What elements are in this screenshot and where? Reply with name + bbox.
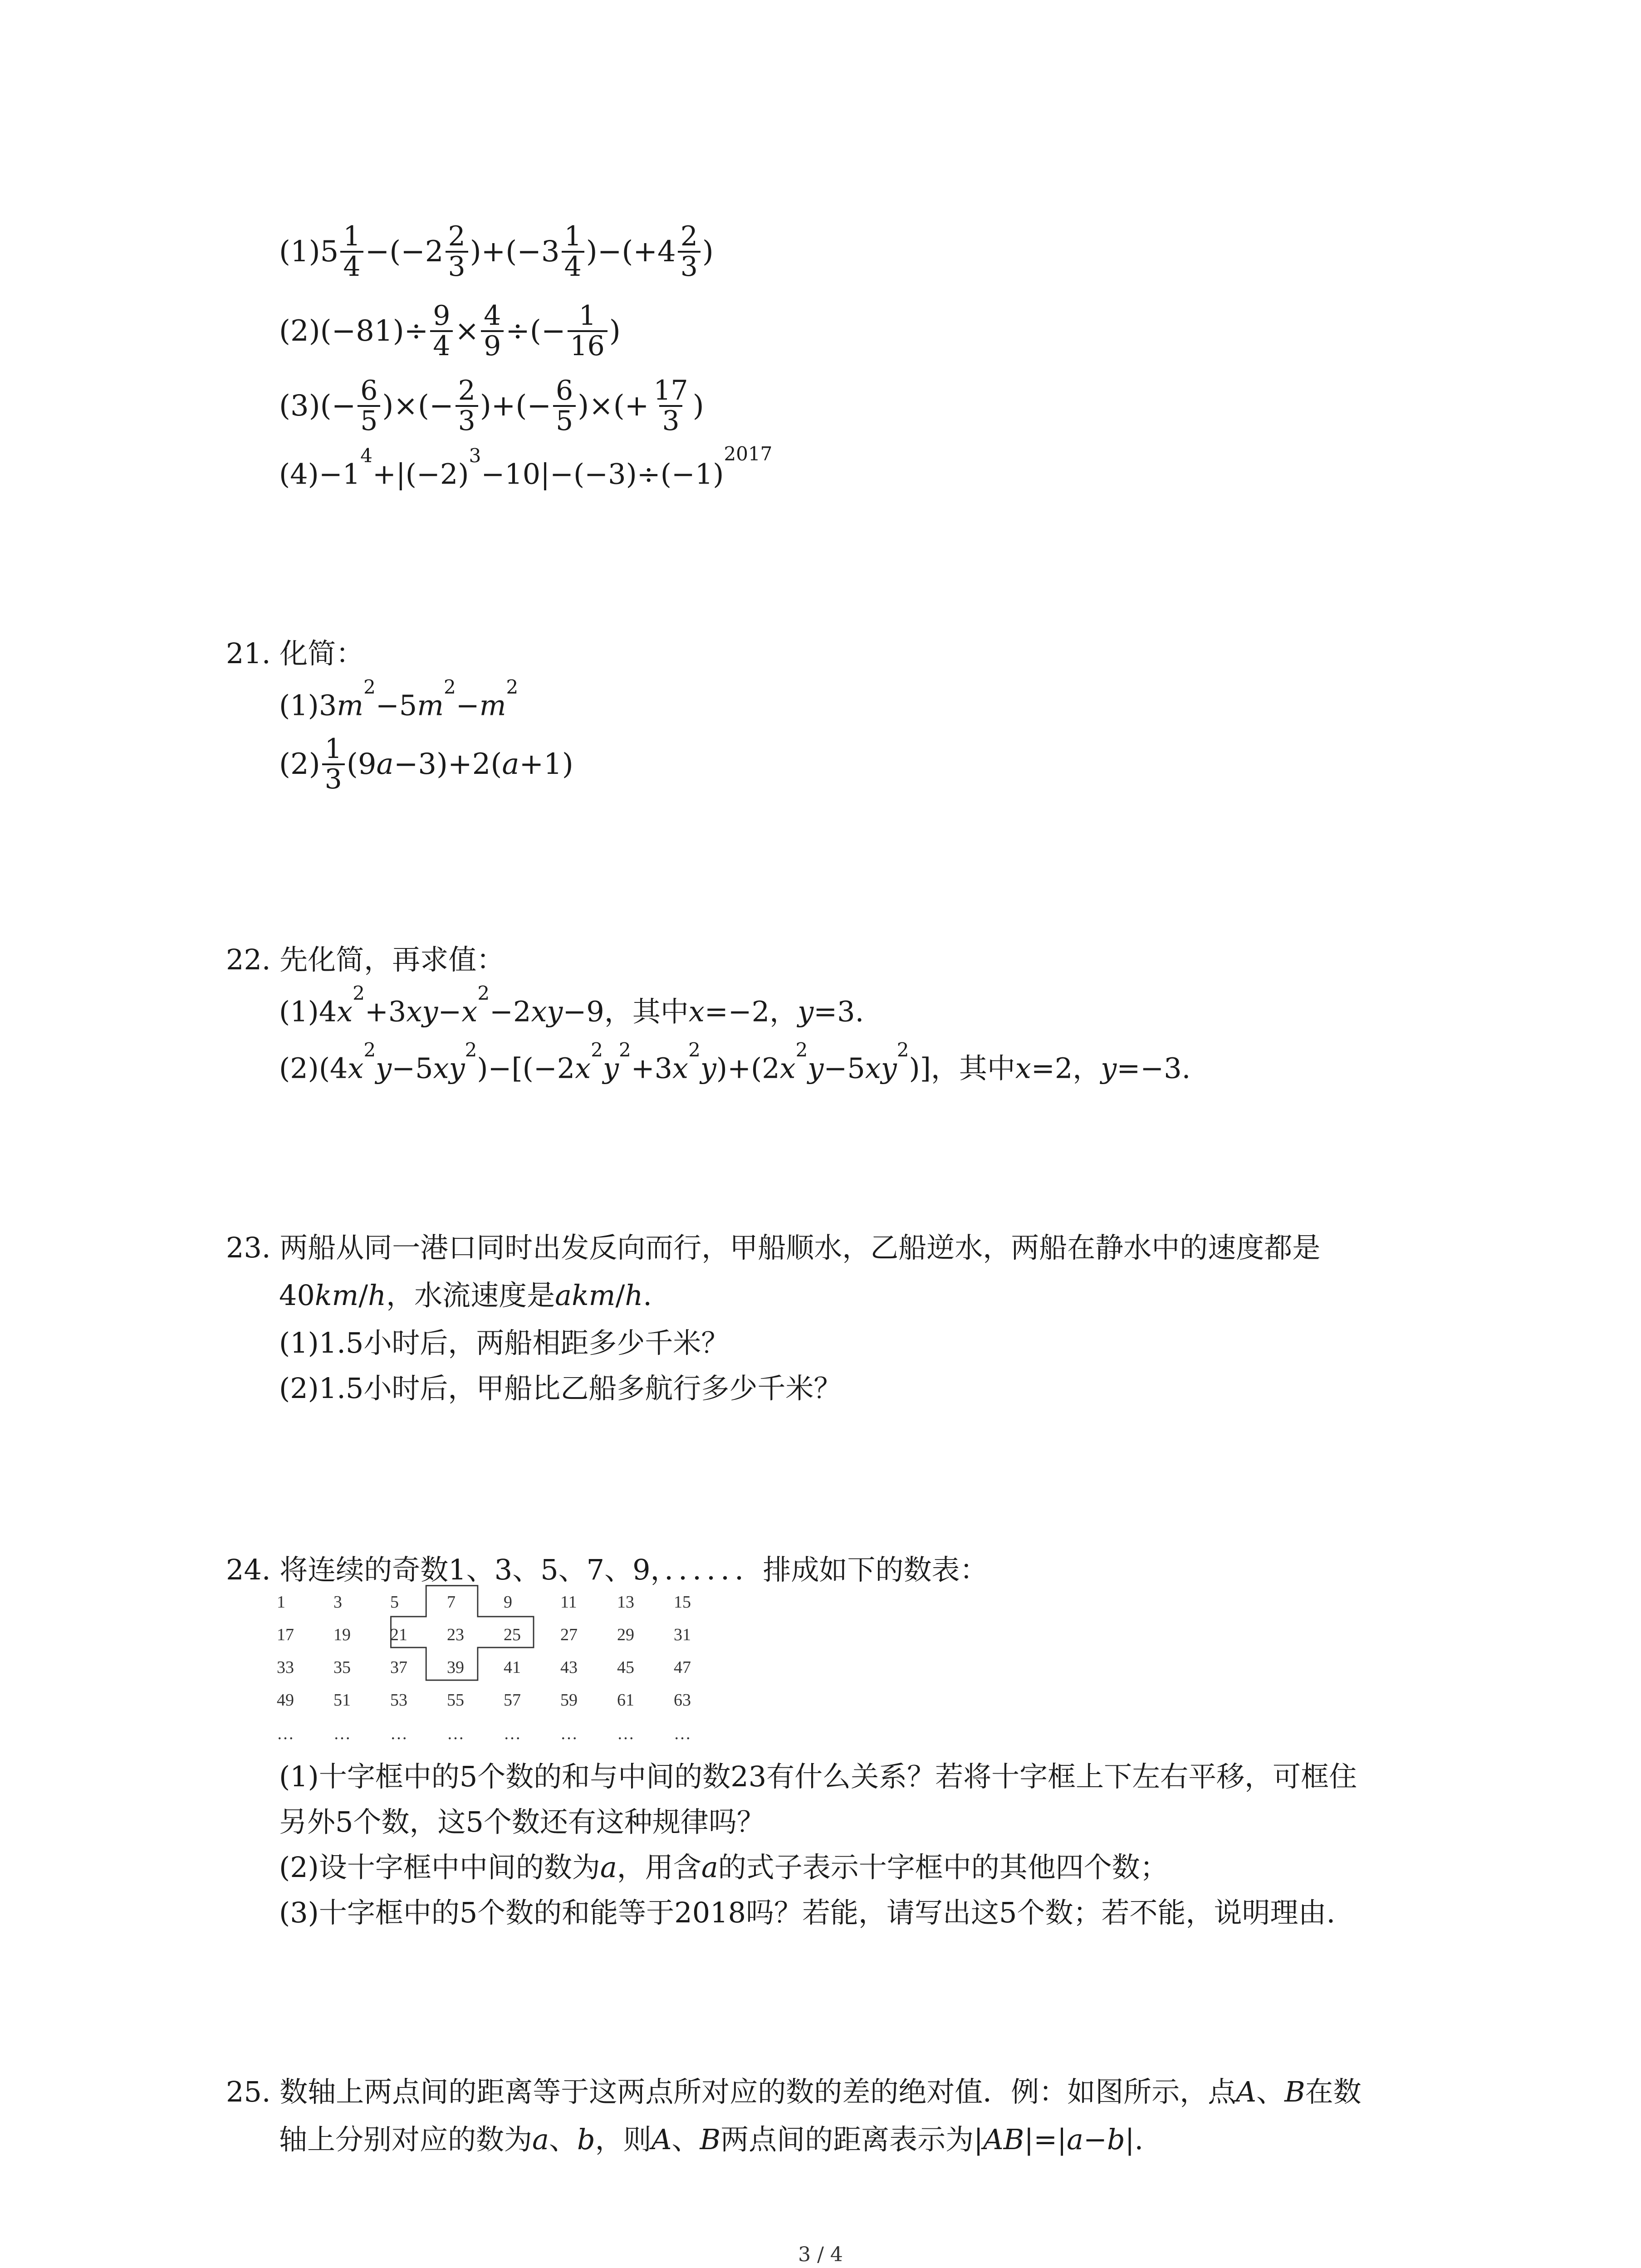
q21-part2: (2) $\frac{1}{3}$ (9 a −3)+2( a +1) <box>279 733 573 795</box>
table-cell: 57 <box>504 1691 521 1710</box>
table-cell: 61 <box>617 1691 634 1710</box>
q24-part2: (2)设十字框中中间的数为a，用含a的式子表示十字框中的其他四个数； <box>279 1851 1168 1884</box>
table-cell: 15 <box>674 1593 691 1612</box>
q22-title: 22. 先化简，再求值： <box>226 943 505 976</box>
table-cell: … <box>390 1724 407 1743</box>
fraction: $\frac{4}{9}$ <box>481 302 504 361</box>
table-cell: … <box>674 1724 691 1743</box>
fraction: $\frac{2}{3}$ <box>678 222 700 281</box>
q25-line1: 25. 数轴上两点间的距离等于这两点所对应的数的差的绝对值．例：如图所示，点A、B在数 <box>226 2075 1362 2108</box>
fraction: $\frac{9}{4}$ <box>430 302 453 361</box>
table-cell: 47 <box>674 1658 691 1677</box>
q23-part2: (2)1.5小时后，甲船比乙船多航行多少千米？ <box>279 1372 842 1405</box>
table-cell: 11 <box>560 1593 577 1612</box>
q24-part1-line1: (1)十字框中的5个数的和与中间的数23有什么关系？若将十字框上下左右平移，可框住 <box>279 1760 1357 1793</box>
table-cell: 39 <box>447 1658 464 1677</box>
table-cell: 23 <box>447 1625 464 1644</box>
table-cell: 63 <box>674 1691 691 1710</box>
q20-part3: (3)(− $\frac{6}{5}$ )×(− $\frac{2}{3}$ )+(− $\frac{6}{5}$ )×(+ $\frac{17}{3}$ ) <box>279 375 704 437</box>
table-cell: 41 <box>504 1658 521 1677</box>
fraction: $\frac{17}{3}$ <box>653 375 688 437</box>
table-cell: … <box>617 1724 634 1743</box>
table-cell: 45 <box>617 1658 634 1677</box>
table-cell: 35 <box>333 1658 351 1677</box>
q22-part1: $(1)4x^2+3xy-x^2-2xy-9$，其中x=−2，y=3. <box>279 982 864 1028</box>
q24-part3: (3)十字框中的5个数的和能等于2018吗？若能，请写出这5个数；若不能，说明理由. <box>279 1896 1336 1929</box>
table-cell: 13 <box>617 1593 634 1612</box>
table-cell: … <box>560 1724 578 1743</box>
table-cell: … <box>504 1724 521 1743</box>
table-cell: 31 <box>674 1625 691 1644</box>
q25-line2: 轴上分别对应的数为a、b，则A、B两点间的距离表示为|AB|=|a−b|. <box>279 2123 1144 2156</box>
fraction: $\frac{2}{3}$ <box>456 376 478 435</box>
q20-part1: (1)5 $\frac{1}{4}$ −(−2 $\frac{2}{3}$ )+(−3 $\frac{1}{4}$ )−(+4 $\frac{2}{3}$ ) <box>279 220 714 283</box>
table-cell: 55 <box>447 1691 464 1710</box>
table-cell: 25 <box>504 1625 521 1644</box>
table-cell: 21 <box>390 1625 407 1644</box>
fraction: $\frac{6}{5}$ <box>553 376 576 435</box>
table-cell: 17 <box>277 1625 294 1644</box>
fraction: $\frac{1}{3}$ <box>322 735 345 794</box>
table-cell: 53 <box>390 1691 407 1710</box>
q23-part1: (1)1.5小时后，两船相距多少千米？ <box>279 1326 730 1359</box>
odd-number-table <box>277 1592 726 1755</box>
fraction: $\frac{2}{3}$ <box>446 222 468 281</box>
table-cell: 29 <box>617 1625 634 1644</box>
table-cell: 5 <box>390 1593 399 1612</box>
table-cell: 7 <box>447 1593 456 1612</box>
fraction: $\frac{1}{16}$ <box>568 302 607 361</box>
q20-part2: (2)(−81)÷ $\frac{9}{4}$ × $\frac{4}{9}$ ÷(− $\frac{1}{16}$ ) <box>279 300 621 362</box>
table-cell: … <box>447 1724 464 1743</box>
fraction: $\frac{1}{4}$ <box>562 222 584 281</box>
table-cell: … <box>333 1724 351 1743</box>
q24-part1-line2: 另外5个数，这5个数还有这种规律吗？ <box>279 1805 765 1838</box>
table-cell: 9 <box>504 1593 512 1612</box>
table-cell: 33 <box>277 1658 294 1677</box>
fraction: $\frac{6}{5}$ <box>358 376 380 435</box>
q23-line1: 23. 两船从同一港口同时出发反向而行，甲船顺水，乙船逆水，两船在静水中的速度都是 <box>226 1231 1321 1264</box>
q23-line2: 40km/h，水流速度是akm/h. <box>279 1279 652 1312</box>
fraction: $\frac{1}{4}$ <box>340 222 363 281</box>
table-cell: 1 <box>277 1593 285 1612</box>
table-cell: 37 <box>390 1658 407 1677</box>
table-cell: 59 <box>560 1691 578 1710</box>
q21-part1: $(1)3m^2-5m^2-m^2$ <box>279 676 519 722</box>
table-cell: 43 <box>560 1658 578 1677</box>
page-number: 3 / 4 <box>798 2243 843 2266</box>
q20-part4: $(4)-1^4+|(-2)^3-10|-(-3)\div(-1)^{2017}$ <box>279 443 773 491</box>
table-cell: … <box>277 1724 294 1743</box>
table-cell: 27 <box>560 1625 578 1644</box>
table-cell: 19 <box>333 1625 351 1644</box>
table-cell: 49 <box>277 1691 294 1710</box>
table-cell: 51 <box>333 1691 351 1710</box>
q24-title: 24. 将连续的奇数1、3、5、7、9，．．．．．．排成如下的数表： <box>226 1553 988 1586</box>
q21-title: 21. 化简： <box>226 637 364 670</box>
q22-part2: $(2)(4x^2y-5xy^2)-[(-2x^2y^2+3x^2y)+(2x^2y-5xy^2)]$，其中x=2，y=−3. <box>279 1039 1191 1085</box>
table-cell: 3 <box>333 1593 342 1612</box>
